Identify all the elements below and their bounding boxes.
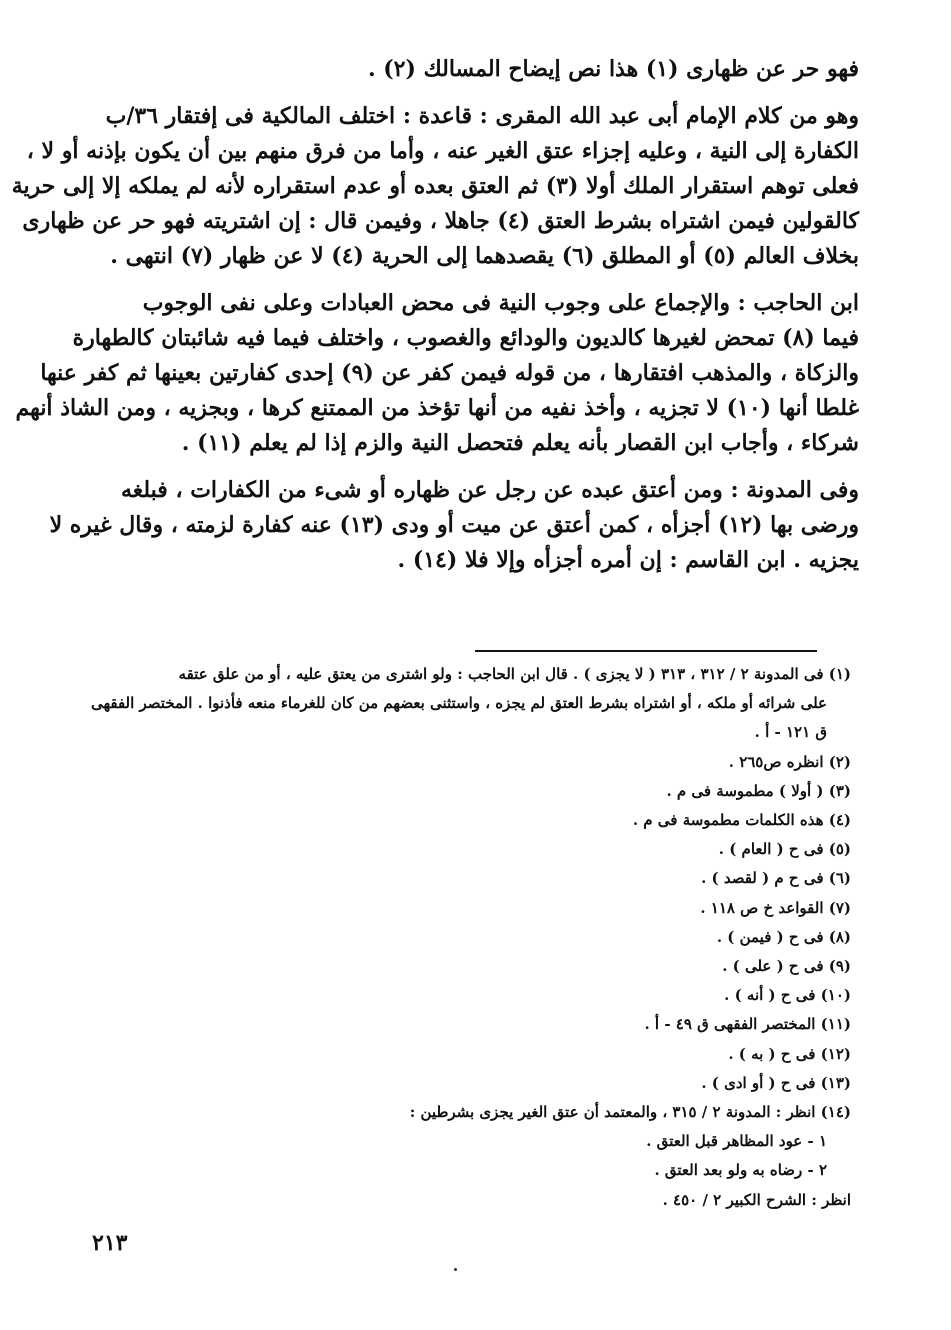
text-line: فعلى توهم استقرار الملك أولا (٣) ثم العتق بعده أو عدم استقراره لأنه لم يملكه إلا إلى حرية bbox=[11, 173, 859, 199]
footnote-line: (١٤) انظر : المدونة ٢ / ٣١٥ ، والمعتمد أن عتق الغير يجزى بشرطين : bbox=[409, 1103, 851, 1122]
footnote-line: (١١) المختصر الفقهى ق ٤٩ - أ . bbox=[644, 1015, 851, 1034]
main-text bbox=[11, 52, 859, 578]
text-line: وهو من كلام الإمام أبى عبد الله المقرى : قاعدة : اختلف المالكية فى إفتقار ٣٦/ب bbox=[105, 103, 859, 129]
footnote-line: (٩) فى ح ( على ) . bbox=[722, 957, 851, 976]
text-line: شركاء ، وأجاب ابن القصار بأنه يعلم فتحصل النية والزم إذا لم يعلم (١١) . bbox=[181, 430, 859, 456]
footnote-line: (٦) فى ح م ( لقصد ) . bbox=[701, 869, 851, 888]
footnote-line: (٥) فى ح ( العام ) . bbox=[718, 840, 851, 859]
footnote-divider bbox=[475, 650, 817, 652]
footnote-line: (١٠) فى ح ( أنه ) . bbox=[724, 986, 851, 1005]
footnote-line: ٢ - رضاه به ولو بعد العتق . bbox=[654, 1161, 827, 1180]
footnote-line: (٧) القواعد خ ص ١١٨ . bbox=[700, 898, 851, 917]
text-line: كالقولين فيمن اشتراه بشرط العتق (٤) جاهلا ، وفيمن قال : إن اشتريته فهو حر عن ظهارى bbox=[22, 208, 859, 234]
text-line: والزكاة ، والمذهب افتقارها ، من قوله فيمن كفر عن (٩) إحدى كفارتين بعينها ثم كفر عنها bbox=[40, 360, 859, 386]
scan-speck bbox=[454, 1268, 457, 1271]
footnote-line: (٨) فى ح ( فيمن ) . bbox=[716, 927, 851, 946]
footnote-line: (٣) ( أولا ) مطموسة فى م . bbox=[666, 781, 851, 800]
text-line: فيما (٨) تمحض لغيرها كالديون والودائع والغصوب ، واختلف فيما فيه شائبتان كالطهارة bbox=[72, 325, 859, 351]
text-line: ابن الحاجب : والإجماع على وجوب النية فى محض العبادات وعلى نفى الوجوب bbox=[142, 290, 859, 316]
text-line: ورضى بها (١٢) أجزأه ، كمن أعتق عن ميت أو ودى (١٣) عنه كفارة لزمته ، وقال غيره لا bbox=[49, 512, 859, 538]
text-line: بخلاف العالم (٥) أو المطلق (٦) يقصدهما إلى الحرية (٤) لا عن ظهار (٧) انتهى . bbox=[110, 243, 859, 269]
footnote-line: (١٣) فى ح ( أو ادى ) . bbox=[701, 1073, 851, 1092]
footnote-line: (٢) انظره ص٢٦٥ . bbox=[728, 752, 851, 771]
footnote-line: ١ - عود المظاهر قبل العتق . bbox=[646, 1132, 827, 1151]
footnote-line: ق ١٢١ - أ . bbox=[754, 723, 827, 742]
footnote-line: (١٢) فى ح ( به ) . bbox=[728, 1044, 851, 1063]
text-line: فهو حر عن ظهارى (١) هذا نص إيضاح المسالك (٢) . bbox=[367, 56, 859, 82]
footnote-line: (١) فى المدونة ٢ / ٣١٢ ، ٣١٣ ( لا يجزى ) . قال ابن الحاجب : ولو اشترى من يعتق عليه ، أو من علق عتقه bbox=[178, 665, 851, 683]
text-line: الكفارة إلى النية ، وعليه إجزاء عتق الغير عنه ، وأما من فرق منهم بين أن يكون بإذنه أو لا ، bbox=[26, 138, 859, 164]
footnote-line: (٤) هذه الكلمات مطموسة فى م . bbox=[632, 811, 851, 830]
text-line: وفى المدونة : ومن أعتق عبده عن رجل عن ظهاره أو شىء من الكفارات ، فبلغه bbox=[120, 477, 859, 503]
footnote-line: على شرائه أو ملكه ، أو اشتراه بشرط العتق لم يجزه ، واستثنى بعضهم من كان للغرماء منعه فأذنوا . المختصر الفقهى bbox=[90, 694, 827, 713]
page-number: ٢١٣ bbox=[92, 1230, 128, 1256]
text-line: غلطا أنها (١٠) لا تجزيه ، وأخذ نفيه من أنها تؤخذ من الممتنع كرها ، وبجزيه ، ومن الشاذ أنهم bbox=[15, 395, 859, 421]
footnotes bbox=[91, 660, 851, 1215]
footnote-line: انظر : الشرح الكبير ٢ / ٤٥٠ . bbox=[662, 1190, 851, 1209]
text-line: يجزيه . ابن القاسم : إن أمره أجزأه وإلا فلا (١٤) . bbox=[397, 547, 859, 573]
